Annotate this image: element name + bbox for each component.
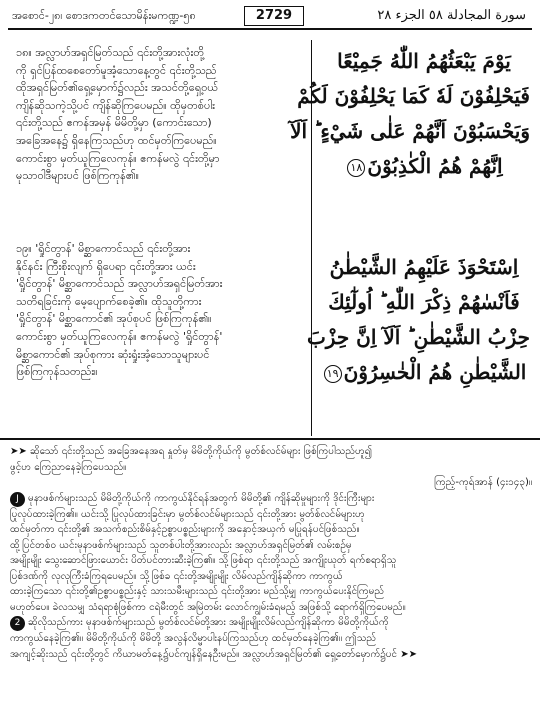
arabic-line-last — [318, 149, 530, 184]
page-number: 2729 — [244, 6, 304, 26]
translation-line: 'ရှိုင်တွာန်' မိစ္ဆာကောင်သည် အလ္လာဟ်အရှင်မြတ်အား — [16, 277, 223, 291]
footnote-2-line: ပြုလုပ်ထားခဲ့ကြ၏။ ယင်းသို့ ပြုလုပ်ထားခြင်းမှာ မွတ်စ်လင်မ်များသည် ၎င်းတို့အား မွတ်စ်လင်မ်များဟု — [10, 508, 365, 520]
translation-line: ကို ရှင်ပြန်ထစေတော်မူအံ့သောနေ့တွင် ၎င်းတို့သည် — [16, 63, 217, 77]
ayah-number-marker: ١٨ — [347, 159, 365, 177]
footnotes — [10, 444, 532, 662]
footnote-2-line: ထင်မှတ်ကာ ၎င်းတို့၏ အသက်စည်းစိမ်နှင့်ဥစ္စာပစ္စည်းများကို အနှောင့်အယှက် မပြုရန်ပင်ဖြစ်သည်။ — [10, 524, 360, 535]
translation-line: ကောင်းစွာ မှတ်ယူကြလေကုန်။ ဧကန်မလွဲ 'ရှိုင်တွာန်' — [16, 329, 223, 343]
translation-line: ကျိန်ဆိုသကဲ့သို့ပင် ကျိန်ဆိုကြပေမည်။ ထိုမှတစ်ပါး — [16, 98, 215, 112]
translation-line: 'ရှိုင်တွာန်' မိစ္ဆာကောင်၏ အုပ်စုပင် ဖြစ်ကြကုန်၏။ — [16, 312, 212, 326]
arabic-verse-18 — [290, 44, 530, 184]
footnote-3-line: အကျင့်ဆိုးသည် ၎င်းတို့တွင် ကိယာမတ်နေ့၌ပင်ကျန်ရှိနေဦးမည်။ အလ္လာဟ်အရှင်မြတ်၏ ရှေ့တော်မှောက်၌ပင် ➤➤ — [10, 648, 418, 660]
translation-line: နိုင်နင်း ကြီးစိုးလျက် ရှိပေရာ ၎င်းတို့အား ယင်း — [16, 259, 196, 273]
continuation-arrow-icon: ➤➤ — [10, 446, 27, 457]
arabic-line: حِزْبُ الشَّيْطٰنِ ؕ اَلَآ اِنَّ حِزْبَ — [306, 325, 530, 349]
ayah-number-marker: ١٩ — [324, 365, 342, 383]
arabic-line: اِنَّهُمْ هُمُ الْكٰذِبُوْنَ — [367, 154, 503, 178]
arabic-line: الشَّيْطٰنِ هُمُ الْخٰسِرُوْنَ — [343, 360, 527, 384]
translation-line: မိစ္ဆာကောင်၏ အုပ်စုကား ဆုံးရှုံးအံ့သောသူများပင် — [16, 347, 210, 361]
translation-line: ၁၉။ 'ရှိုင်တွာန်' မိစ္ဆာကောင်သည် ၎င်းတို့အား — [16, 242, 191, 255]
translation-line: အခြေအနေ၌ ရှိနေကြသည်ဟု ထင်မှတ်ကြပေမည်။ — [16, 133, 217, 147]
translation-line: ထိုအရှင်မြတ်၏ရှေ့မှောက်၌လည်း အသင်တို့ရှေ့ဝယ် — [16, 81, 219, 95]
arabic-line-last — [318, 355, 530, 390]
arabic-line: اِسْتَحْوَذَ عَلَيْهِمُ الشَّيْطٰنُ — [329, 255, 519, 279]
footnote-2-line: မဟုတ်ပေ။ ခဲလသမျှ သံရရာစုံဖြစ်ကာ ငရဲမီးတွင် အမြဲတမ်း လောင်ကျွမ်းခံရမည့် အဖြစ်သို့ ရောက်ရှိကြပေမည်။ — [10, 601, 406, 613]
arabic-line: يَوْمَ يَبْعَثُهُمُ اللّٰهُ جَمِيْعًا — [337, 49, 511, 73]
page-header — [8, 6, 532, 30]
arabic-verse-19 — [306, 250, 530, 390]
translation-line: ၎င်းတို့သည် ဧကန်အမှန် မိမိတို့မှာ (ကောင်းသော) — [16, 116, 212, 130]
continuation-arrow-icon: ➤➤ — [400, 648, 418, 660]
arabic-line: فَاَنْسٰهُمْ ذِكْرَ اللّٰهِ ؕ اُولٰٓئِكَ — [328, 290, 520, 314]
translation-verse-18 — [16, 44, 304, 185]
footnote-2-line: ထားခဲ့ကြသော ၎င်းတို့၏ဥစ္စာပစ္စည်းနှင့် သားသမီးများသည် ၎င်းတို့အား မည်သို့မျှ ကာကွယ်ပေးနိုင်ကြမည် — [10, 586, 384, 597]
translation-line: မုသာဝါဒီများပင် ဖြစ်ကြကုန်၏။ — [16, 169, 139, 183]
footnote-marker-icon: J — [10, 492, 25, 507]
translation-verse-19 — [16, 240, 304, 381]
translation-line: သတိရခြင်းကို မေ့ပျောက်စေခဲ့၏။ ထိုသူတို့ကား — [16, 294, 202, 308]
footnote-2-line: J မုနာဖစ်က်များသည် မိမိတို့ကိုယ်ကို ကာကွယ်နိုင်ရန်အတွက် မိမိတို့၏ ကျိန်ဆိုမှုများကို ဒိုင်းကြီးများ — [10, 491, 532, 507]
arabic-line: وَيَحْسَبُوْنَ اَنَّهُمْ عَلٰى شَيْءٍ ؕ اَلَآ — [290, 119, 530, 143]
footnote-3-line: ကာကွယ်နေခဲ့ကြ၏။ မိမိတို့ကိုယ်ကို မိမိတို့ အလွန်လိမ္မာပါးနပ်ကြသည်ဟု ထင်မှတ်နေခဲ့ကြ၏။ ဤသည် — [10, 633, 377, 644]
footnote-1-line: ➤➤ ဆိုသော် ၎င်းတို့သည် အခြေအနေအရ နှုတ်မှ မိမိတို့ကိုယ်ကို မွတ်စ်လင်မ်များ ဖြစ်ကြပါသည်ဟူ၍ — [10, 446, 373, 457]
footnote-2-line: ထို့ပြင်တစ်ဝ ယင်းမုနာဖစ်က်များသည် သူတစ်ပါးတို့အားလည်း အလ္လာဟ်အရှင်မြတ်၏ လမ်းစဉ်မှ — [10, 539, 352, 551]
header-right-title: سورة المجادلة ٥٨ الجزء ٢٨ — [377, 8, 526, 23]
translation-line: ဖြစ်ကြကုန်သတည်း။ — [16, 365, 98, 379]
translation-line: ကောင်းစွာ မှတ်ယူကြလေကုန်။ ဧကန်မလွဲ ၎င်းတို့မှာ — [16, 151, 220, 165]
footnote-2-line: အမျိုးမျိုး သွေးဆောင်ဖြားယောင်း ပိတ်ပင်တားဆီးခဲ့ကြ၏။ သို့ဖြစ်ရာ ၎င်းတို့သည် အကျိုးယုတ် ရက်စရာရှိသူ — [10, 555, 397, 566]
footnote-3-line: 2 ဆိုလိုသည်ကား မုနာဖစ်က်များသည် မွတ်စ်လင်မ်တို့အား အမျိုးမျိုးလိမ်လည်ကျိန်ဆိုကာ မိမိတို့ကိုယ်ကို — [10, 615, 532, 631]
translation-line: ၁၈။ အလ္လာဟ်အရှင်မြတ်သည် ၎င်းတို့အားလုံးတို့ — [16, 46, 205, 59]
footnote-1-line: ဖွင့်ဟ ကြေညာနေခဲ့ကြပေသည်။ — [10, 461, 127, 473]
arabic-line: فَيَحْلِفُوْنَ لَهٗ كَمَا يَحْلِفُوْنَ لَكُمْ — [297, 84, 530, 108]
header-left-title: အစောင်-၂၈၊ စောဒကတင်သောမိန်းမကဏ္ဍ-၅၈ — [12, 9, 196, 22]
footnote-marker-icon: 2 — [10, 616, 25, 631]
footnote-reference: ကြည့်-ကုရ်အာန် (၄း၁၄၃)။ — [434, 477, 532, 488]
footnote-2-line: ပြစ်ဒဏ်ကို လုလုကြီးခံကြရပေမည်။ သို့ဖြစ်ခ ၎င်းတို့အမျိုးမျိုး လိမ်လည်ကျိန်ဆိုကာ ကာကွယ် — [10, 570, 343, 582]
footnote-divider — [0, 438, 540, 440]
